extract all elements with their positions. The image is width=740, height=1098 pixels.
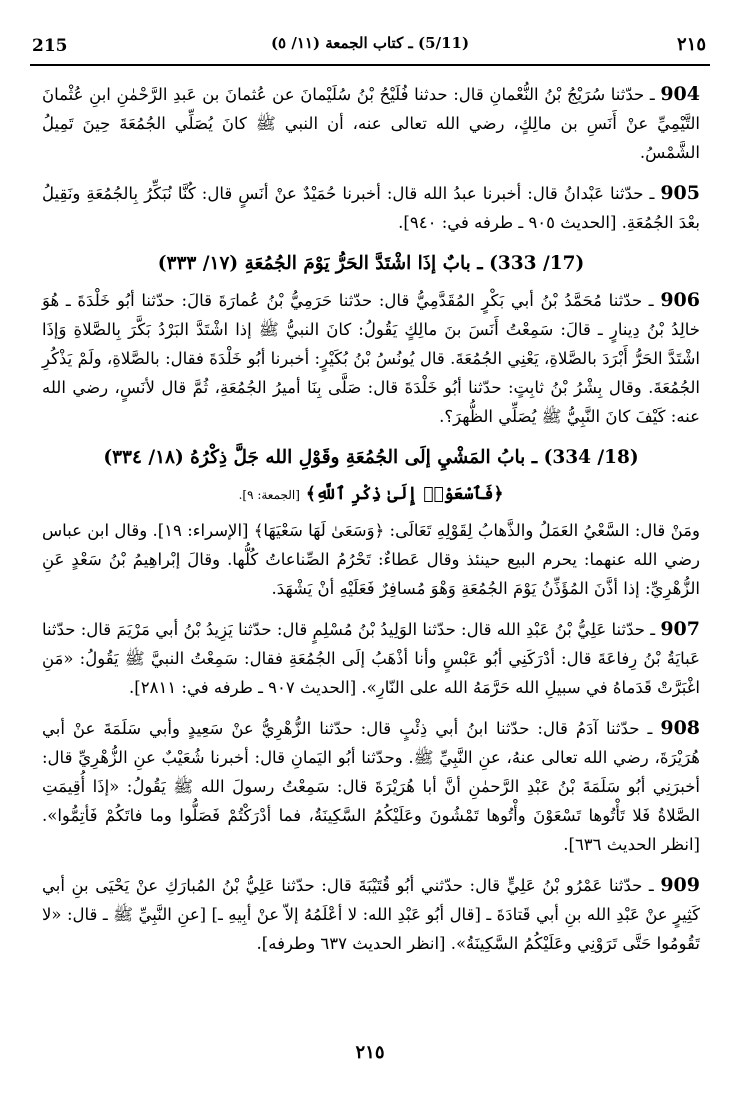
hadith-text: ـ حدّثنا عَمْرُو بْنُ عَلِيٍّ قال: حدّثني أبُو قُتَيْبَةَ قال: حدّثنا عَلِيُّ بْنُ المُبارَكِ عنْ يَحْيَى بنِ أبي كَثِيرٍ عنْ عَبْدِ الله بنِ أبي قَتادَةَ ـ [قال أبُو عَبْدِ الله: لا أعْلَمُهُ إلاّ عنْ أبِيهِ ـ] [عنِ النَّبِيِّ ﷺ ـ قال: «لا تَقُومُوا حَتَّى تَرَوْنِي وعَلَيْكُمُ السَّكِينَةُ». [انظر الحديث ٦٣٧ وطرفه].	[42, 876, 700, 953]
running-title: (5/11) ـ كتاب الجمعة (١١/ ٥)	[270, 34, 470, 52]
hadith-907	[42, 615, 700, 702]
chapter-heading-333: (17/ 333) ـ بابٌ إذَا اشْتَدَّ الحَرُّ يَوْمَ الجُمُعَةِ (١٧/ ٣٣٣)	[157, 253, 585, 274]
hadith-text: ـ حدّثنا مُحَمَّدُ بْنُ أبي بَكْرٍ المُقَدَّمِيُّ قال: حدّثنا حَرَمِيُّ بْنُ عُمارَةَ قالَ: حدّثنا أبُو خَلْدَةَ ـ هُوَ خالِدُ بْنُ دِينارٍ ـ قالَ: سَمِعْتُ أَنَسَ بنَ مالِكٍ يَقُولُ: كانَ النبيُّ ﷺ إذا اشْتَدَّ البَرْدُ بَكَّرَ بِالصَّلاةِ وَإذَا اشْتَدَّ الحَرُّ أَبْرَدَ بالصَّلاةِ، يَعْنِي الجُمُعَةَ. قال يُونُسُ بْنُ بُكَيْرٍ: أخبرنا أبُو خَلْدَةَ فقال: بالصَّلاةِ، ولَمْ يَذْكُرِ الجُمُعَةَ. وقال بِشْرُ بْنُ ثابِتٍ: حدّثنا أبُو خَلْدَةَ قال: صَلَّى بِنَا أميرُ الجُمُعَةِ، ثُمَّ قال لأنَسٍ، رضي الله عنه: كَيْفَ كانَ النَّبِيُّ ﷺ يُصَلِّي الظُّهرَ؟.	[42, 291, 700, 426]
page-number-latin: 215	[32, 36, 68, 56]
hadith-text: ـ حدّثنا آدَمُ قال: حدّثنا ابنُ أبي ذِئْبٍ قال: حدّثنا الزُّهْرِيُّ عنْ سَعِيدٍ وأبي سَلَمَةَ عنْ أبي هُرَيْرَةَ، رضي الله تعالى عنهُ، عنِ النَّبِيِّ ﷺ. وحدّثنا أبُو اليَمانِ قال: أخبرنا شُعَيْبٌ عنِ الزُّهْرِيِّ قال: أخبرَنِي أبُو سَلَمَةَ بْنُ عَبْدِ الرَّحمٰنِ أنَّ أبا هُرَيْرَةَ قال: سَمِعْتُ رسولَ الله ﷺ يَقُولُ: «إذَا أُقِيمَتِ الصَّلاةُ فَلا تَأْتُوها تَسْعَوْنَ وأْتُوها تَمْشُونَ وعَلَيْكُمُ السَّكِينَةُ، فما أدْرَكْتُمْ فَصَلُّوا وما فاتَكُمْ فَأتِمُّوا». [انظر الحديث ٦٣٦].	[42, 719, 700, 854]
page-number-arabic: ٢١٥	[676, 34, 706, 55]
hadith-number: 909	[660, 874, 700, 896]
hadith-905	[42, 179, 700, 237]
verse-reference: [الجمعة: ٩].	[238, 488, 300, 502]
hadith-text: ـ حدّثنا عَبْدانُ قال: أخبرنا عبدُ الله قال: أخبرنا حُمَيْدٌ عنْ أنَسٍ قال: كُنَّا نُبَكِّرُ بِالجُمُعَةِ ونَقِيلُ بعْدَ الجُمُعَةِ. [الحديث ٩٠٥ ـ طرفه في: ٩٤٠].	[42, 184, 700, 232]
hadith-text: ـ حدّثنا عَلِيُّ بْنُ عَبْدِ الله قال: حدّثنا الوَلِيدُ بْنُ مُسْلِمٍ قال: حدّثنا يَزِيدُ بْنُ أبي مَرْيَمَ قال: حدّثنا عَبايَةُ بْنُ رِفاعَةَ قال: أدْرَكَنِي أبُو عَبْسٍ وأنا أذْهَبُ إلَى الجُمُعَةِ فقال: سَمِعْتُ النبيَّ ﷺ يَقُولُ: «مَنِ اغْبَرَّتْ قَدَماهُ في سبيلِ الله حَرَّمَهُ الله على النّارِ». [الحديث ٩٠٧ ـ طرفه في: ٢٨١١].	[42, 620, 700, 697]
hadith-906	[42, 286, 700, 431]
hadith-number: 908	[660, 717, 701, 739]
quran-verse	[42, 480, 700, 510]
hadith-904	[42, 80, 700, 167]
hadith-number: 904	[660, 83, 700, 105]
hadith-number: 905	[660, 182, 700, 204]
verse-text: ﴿فَٱسْعَوْا۟ إِلَىٰ ذِكْرِ ٱللَّهِ﴾	[305, 484, 504, 504]
page-footer-number: ٢١٥	[355, 1042, 385, 1063]
hadith-number: 907	[660, 618, 700, 640]
hadith-908	[42, 714, 700, 859]
chapter-heading-334: (18/ 334) ـ بابُ المَشْيِ إلَى الجُمُعَةِ وقَوْلِ الله جَلَّ ذِكْرُهُ (١٨/ ٣٣٤)	[103, 447, 639, 468]
page-body	[42, 80, 700, 970]
hadith-text: ـ حدّثنا سُرَيْجُ بْنُ النُّعْمانِ قال: حدثنا فُلَيْحُ بْنُ سُلَيْمانَ عن عُثمانَ بن عَبدِ الرَّحْمٰنِ ابنِ عُثْمانَ التَّيْمِيِّ عنْ أَنَسِ بن مالِكٍ، رضي الله تعالى عنه، أن النبي ﷺ كانَ يُصَلِّي الجُمُعَةَ حِينَ تَمِيلُ الشَّمْسُ.	[42, 85, 700, 162]
hadith-number: 906	[660, 289, 700, 311]
page-header	[30, 30, 710, 66]
commentary-paragraph: ومَنْ قال: السَّعْيُ العَمَلُ والذَّهابُ لِقَوْلِهِ تَعَالَى: ﴿وَسَعَىٰ لَهَا سَعْيَهَا﴾ [الإسراء: ١٩]. وقال ابن عباس رضي الله عنهما: يحرم البيع حينئذ وقال عَطاءٌ: تَحْرُمُ الصِّناعاتُ كُلُّها. وقالَ إبْراهِيمُ بْنُ سَعْدٍ عَنِ الزُّهْرِيِّ: إذا أذَّنَ المُؤَذِّنُ يَوْمَ الجُمُعَةِ وَهْوَ مُسافِرٌ فَعَلَيْهِ أنْ يَشْهَدَ.	[42, 521, 700, 598]
hadith-909	[42, 871, 700, 958]
